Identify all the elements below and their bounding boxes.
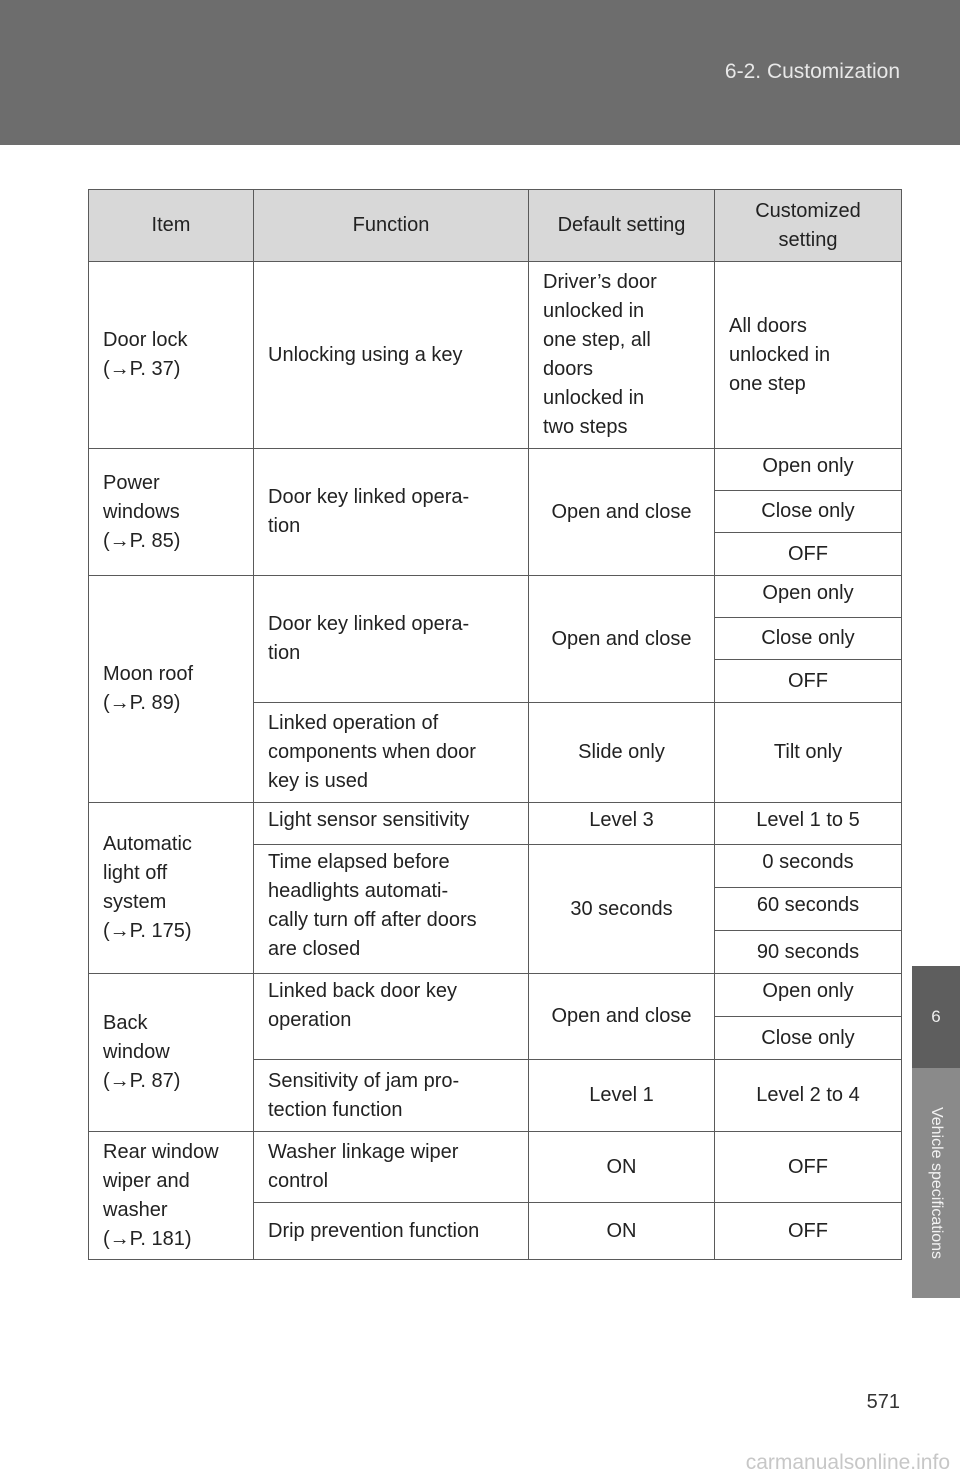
customization-table [88,189,902,1260]
default-cell: Level 1 [529,1060,715,1132]
header-customized: Customized setting [715,190,902,262]
option-cell: OFF [715,533,902,576]
customized-cell: Level 1 to 5 [715,803,902,845]
header-function: Function [254,190,529,262]
option-cell: Close only [715,618,902,660]
function-cell: Linked operation of components when door key is used [254,703,529,803]
default-cell: Open and close [529,576,715,703]
chapter-tab-text: Vehicle specifications [928,1106,945,1260]
item-cell: Power windows (→P. 85) [89,449,254,576]
header-item: Item [89,190,254,262]
function-cell: Light sensor sensitivity [254,803,529,845]
customized-cell: Tilt only [715,703,902,803]
page-header [0,0,960,145]
function-cell: Door key linked opera- tion [254,449,529,576]
customized-cell: OFF [715,1203,902,1260]
table-row [89,262,902,449]
default-cell: Driver’s door unlocked in one step, all doors unlocked in two steps [529,262,715,449]
customized-cell: OFF [715,1132,902,1203]
customized-cell: All doors unlocked in one step [715,262,902,449]
option-cell: 0 seconds [715,845,902,888]
default-cell: Open and close [529,974,715,1060]
function-cell: Washer linkage wiper control [254,1132,529,1203]
function-cell: Linked back door key operation [254,974,529,1060]
function-cell: Unlocking using a key [254,262,529,449]
chapter-tab-number: 6 [912,966,960,1068]
table-row [89,576,902,618]
default-cell: ON [529,1203,715,1260]
watermark: carmanualsonline.info [745,1451,950,1474]
table-row [89,1132,902,1203]
table-row [89,974,902,1017]
table-row [89,803,902,845]
item-cell: Moon roof (→P. 89) [89,576,254,803]
option-cell: Open only [715,449,902,491]
option-cell: OFF [715,660,902,703]
section-title: 6-2. Customization [724,60,900,83]
function-cell: Door key linked opera- tion [254,576,529,703]
default-cell: 30 seconds [529,845,715,974]
option-cell: 90 seconds [715,931,902,974]
table-row [89,449,902,491]
option-cell: Close only [715,1017,902,1060]
item-cell: Rear window wiper and washer (→P. 181) [89,1132,254,1260]
table-header-row [89,190,902,262]
customized-cell: Level 2 to 4 [715,1060,902,1132]
default-cell: Level 3 [529,803,715,845]
page-number: 571 [866,1391,900,1413]
default-cell: ON [529,1132,715,1203]
item-cell: Door lock (→P. 37) [89,262,254,449]
function-cell: Sensitivity of jam pro- tection function [254,1060,529,1132]
option-cell: Open only [715,576,902,618]
option-cell: 60 seconds [715,888,902,931]
chapter-tab-label [912,1068,960,1298]
function-cell: Drip prevention function [254,1203,529,1260]
default-cell: Slide only [529,703,715,803]
header-default: Default setting [529,190,715,262]
default-cell: Open and close [529,449,715,576]
option-cell: Close only [715,491,902,533]
option-cell: Open only [715,974,902,1017]
item-cell: Back window (→P. 87) [89,974,254,1132]
item-cell: Automatic light off system (→P. 175) [89,803,254,974]
function-cell: Time elapsed before headlights automati- cally turn off after doors are closed [254,845,529,974]
